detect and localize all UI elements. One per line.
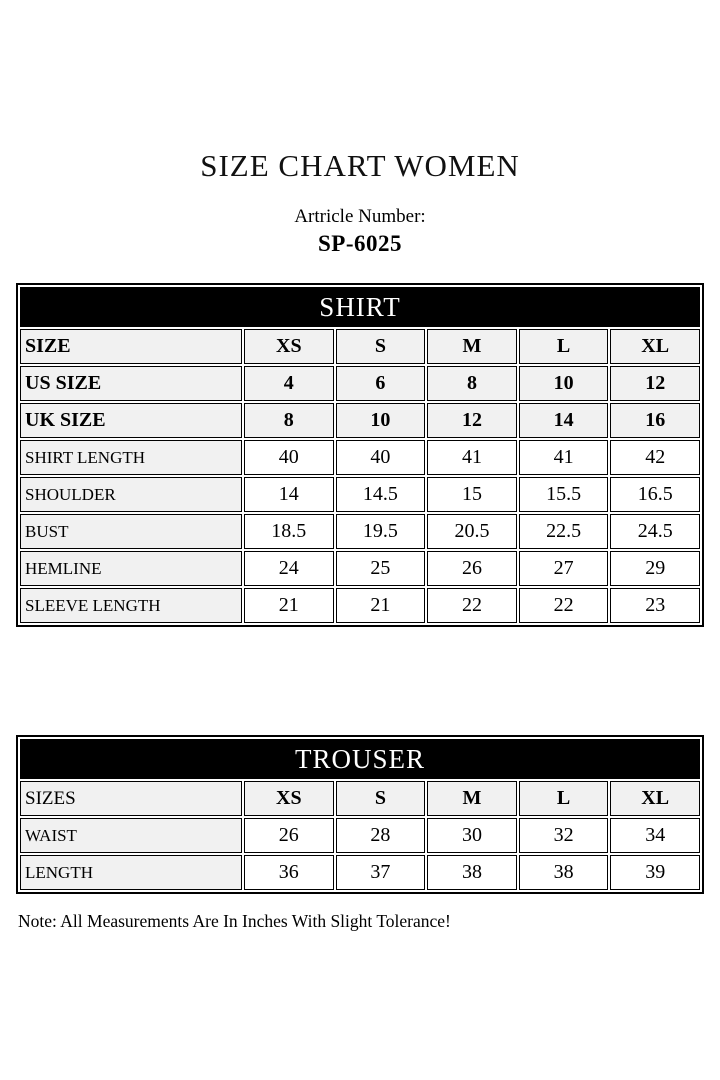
size-value-cell: XL: [610, 781, 700, 816]
size-value-cell: 10: [519, 366, 609, 401]
size-value-cell: XL: [610, 329, 700, 364]
measure-value-cell: 30: [427, 818, 517, 853]
trouser-size-table: [16, 735, 704, 894]
page-title: SIZE CHART WOMEN: [200, 148, 520, 183]
measure-value-cell: 19.5: [336, 514, 426, 549]
size-value-cell: XS: [244, 329, 334, 364]
row-label-cell: LENGTH: [20, 855, 242, 890]
measure-value-cell: 16.5: [610, 477, 700, 512]
measure-value-cell: 21: [336, 588, 426, 623]
measure-value-cell: 26: [427, 551, 517, 586]
measurement-note: Note: All Measurements Are In Inches With Slight Tolerance!: [18, 911, 451, 931]
measure-value-cell: 38: [427, 855, 517, 890]
measure-value-cell: 18.5: [244, 514, 334, 549]
measure-value-cell: 24.5: [610, 514, 700, 549]
measure-value-cell: 15: [427, 477, 517, 512]
size-value-cell: 10: [336, 403, 426, 438]
measure-value-cell: 22: [519, 588, 609, 623]
table-band-title: SHIRT: [20, 287, 700, 327]
size-value-cell: L: [519, 329, 609, 364]
table-row: [20, 477, 700, 512]
measure-value-cell: 39: [610, 855, 700, 890]
row-label-cell: BUST: [20, 514, 242, 549]
measure-value-cell: 38: [519, 855, 609, 890]
measure-value-cell: 22: [427, 588, 517, 623]
shirt-size-table: [16, 283, 704, 627]
measure-value-cell: 28: [336, 818, 426, 853]
size-value-cell: S: [336, 329, 426, 364]
measure-value-cell: 36: [244, 855, 334, 890]
measure-value-cell: 40: [244, 440, 334, 475]
measure-value-cell: 20.5: [427, 514, 517, 549]
row-label-cell: US SIZE: [20, 366, 242, 401]
measure-value-cell: 22.5: [519, 514, 609, 549]
row-label-cell: SHOULDER: [20, 477, 242, 512]
table-row: [20, 514, 700, 549]
size-value-cell: 14: [519, 403, 609, 438]
size-value-cell: 8: [244, 403, 334, 438]
size-value-cell: 12: [427, 403, 517, 438]
article-number-label: Artricle Number:: [294, 206, 426, 227]
size-value-cell: L: [519, 781, 609, 816]
size-value-cell: 16: [610, 403, 700, 438]
measure-value-cell: 29: [610, 551, 700, 586]
row-label-cell: UK SIZE: [20, 403, 242, 438]
table-row: [20, 588, 700, 623]
row-label-cell: SIZE: [20, 329, 242, 364]
measure-value-cell: 34: [610, 818, 700, 853]
row-label-cell: SLEEVE LENGTH: [20, 588, 242, 623]
table-band-row: [20, 739, 700, 779]
row-label-cell: SIZES: [20, 781, 242, 816]
row-label-cell: SHIRT LENGTH: [20, 440, 242, 475]
measure-value-cell: 14: [244, 477, 334, 512]
measure-value-cell: 37: [336, 855, 426, 890]
article-number-value: SP-6025: [318, 231, 402, 256]
measure-value-cell: 42: [610, 440, 700, 475]
measure-value-cell: 24: [244, 551, 334, 586]
table-band-title: TROUSER: [20, 739, 700, 779]
row-label-cell: HEMLINE: [20, 551, 242, 586]
table-row: [20, 551, 700, 586]
table-row: [20, 781, 700, 816]
measure-value-cell: 27: [519, 551, 609, 586]
measure-value-cell: 32: [519, 818, 609, 853]
table-row: [20, 329, 700, 364]
size-value-cell: M: [427, 781, 517, 816]
measure-value-cell: 14.5: [336, 477, 426, 512]
table-row: [20, 403, 700, 438]
table-row: [20, 366, 700, 401]
measure-value-cell: 15.5: [519, 477, 609, 512]
size-value-cell: S: [336, 781, 426, 816]
measure-value-cell: 40: [336, 440, 426, 475]
table-row: [20, 855, 700, 890]
size-value-cell: M: [427, 329, 517, 364]
size-value-cell: 8: [427, 366, 517, 401]
measure-value-cell: 25: [336, 551, 426, 586]
measure-value-cell: 26: [244, 818, 334, 853]
table-band-row: [20, 287, 700, 327]
measure-value-cell: 23: [610, 588, 700, 623]
size-value-cell: 6: [336, 366, 426, 401]
table-row: [20, 818, 700, 853]
measure-value-cell: 21: [244, 588, 334, 623]
table-row: [20, 440, 700, 475]
measure-value-cell: 41: [519, 440, 609, 475]
measure-value-cell: 41: [427, 440, 517, 475]
size-value-cell: 4: [244, 366, 334, 401]
size-value-cell: 12: [610, 366, 700, 401]
size-value-cell: XS: [244, 781, 334, 816]
row-label-cell: WAIST: [20, 818, 242, 853]
